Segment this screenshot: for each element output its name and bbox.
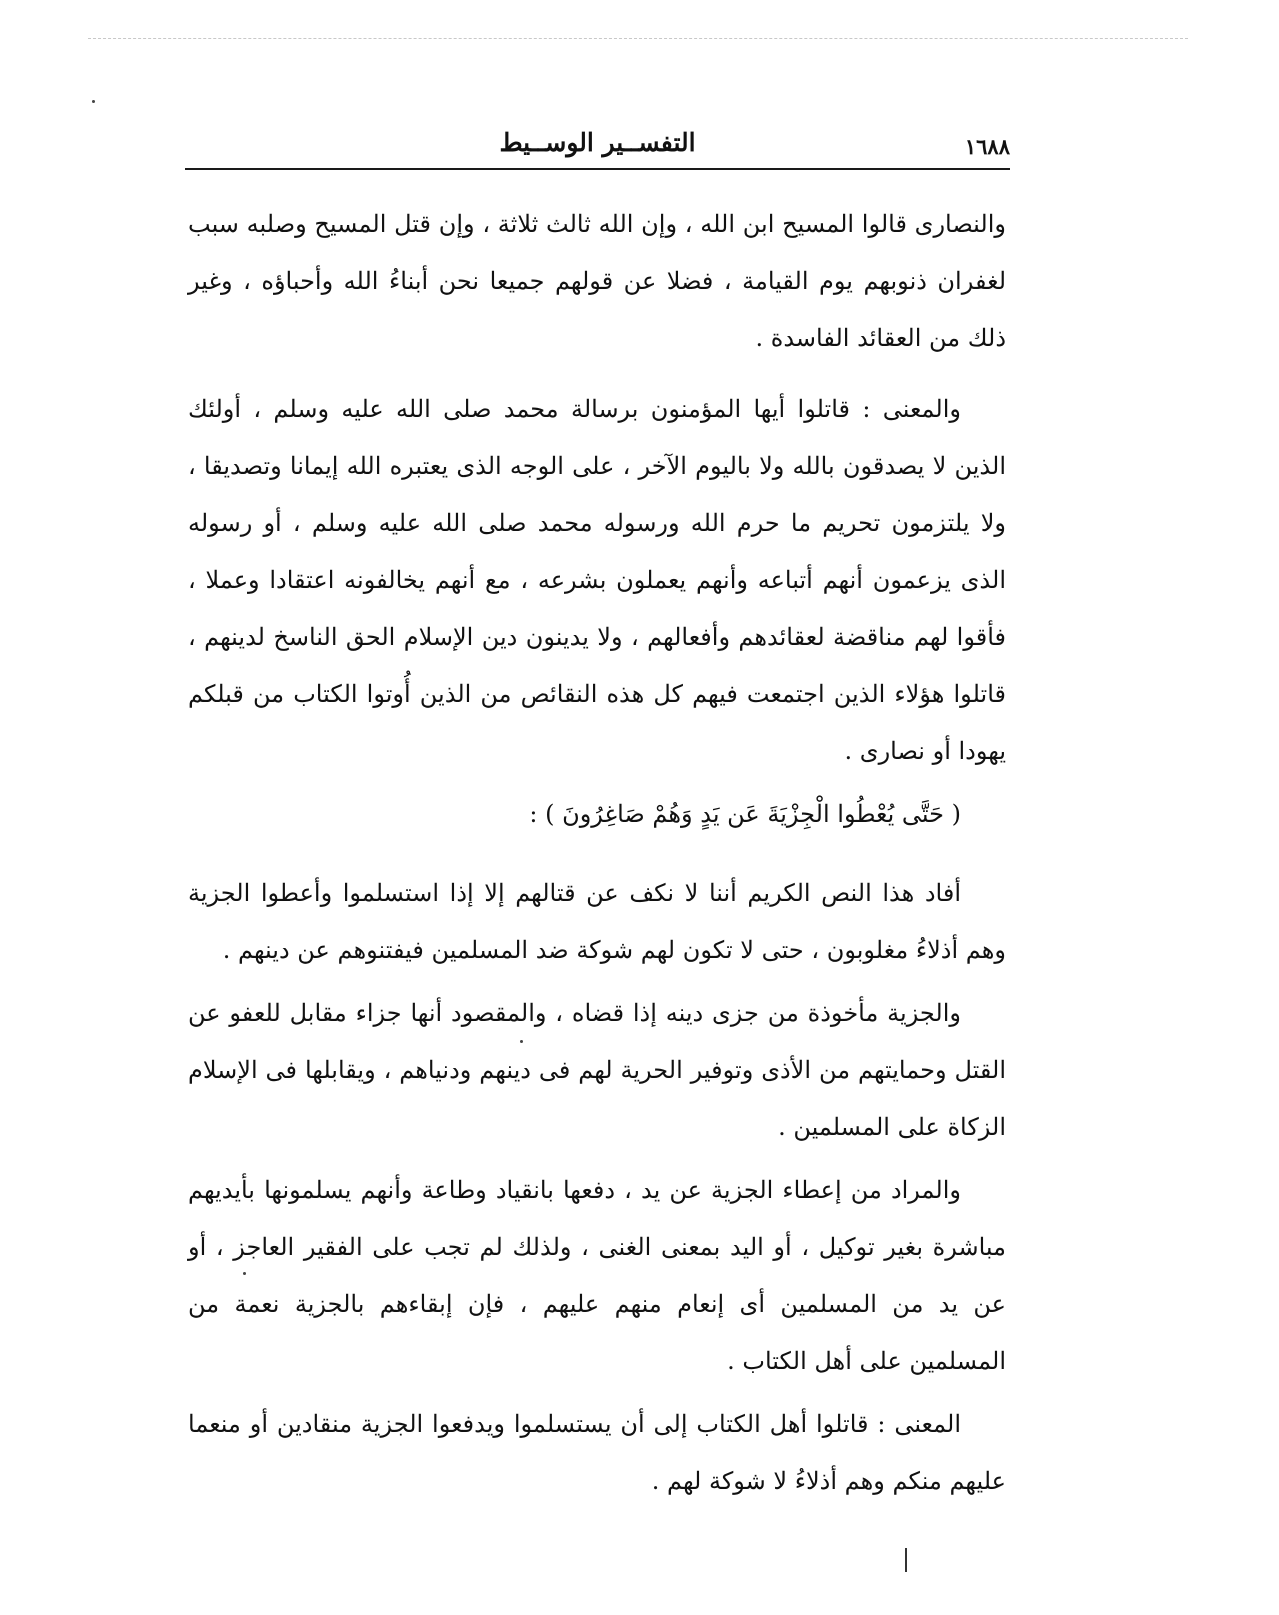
paragraph: والنصارى قالوا المسيح ابن الله ، وإن الله ثالث ثلاثة ، وإن قتل المسيح وصلبه سبب لغفران ذنوبهم يوم القيامة ، فضلا عن قولهم جميعا نحن أبناءُ الله وأحباؤه ، وغير ذلك من العقائد الفاسدة . bbox=[188, 210, 1006, 352]
body-text bbox=[188, 196, 1006, 1516]
scan-mark bbox=[905, 1548, 907, 1572]
paragraph: المعنى : قاتلوا أهل الكتاب إلى أن يستسلموا ويدفعوا الجزية منقادين أو منعما عليهم منكم وهم أذلاءُ لا شوكة لهم . bbox=[188, 1410, 1006, 1495]
paragraph: والمراد من إعطاء الجزية عن يد ، دفعها بانقياد وطاعة وأنهم يسلمونها بأيديهم مباشرة بغير توكيل ، أو اليد بمعنى الغنى ، ولذلك لم تجب على الفقير العاجز ، أو عن يد من المسلمين أى إنعام منهم عليهم ، فإن إبقاءهم بالجزية نعمة من المسلمين على أهل الكتاب . bbox=[188, 1176, 1006, 1375]
header-rule bbox=[185, 168, 1010, 170]
paragraph: أفاد هذا النص الكريم أننا لا نكف عن قتالهم إلا إذا استسلموا وأعطوا الجزية وهم أذلاءُ مغلوبون ، حتى لا تكون لهم شوكة ضد المسلمين فيفتنوهم عن دينهم . bbox=[188, 879, 1006, 964]
running-title: التفســير الوســيط bbox=[499, 128, 696, 157]
scan-speck bbox=[520, 1040, 523, 1043]
paragraph: والمعنى : قاتلوا أيها المؤمنون برسالة محمد صلى الله عليه وسلم ، أولئك الذين لا يصدقون بالله ولا باليوم الآخر ، على الوجه الذى يعتبره الله إيمانا وتصديقا ، ولا يلتزمون تحريم ما حرم الله ورسوله محمد صلى الله عليه وسلم ، أو رسوله الذى يزعمون أنهم أتباعه وأنهم يعملون بشرعه ، مع أنهم يخالفونه اعتقادا وعملا ، فأقوا لهم مناقضة لعقائدهم وأفعالهم ، ولا يدينون دين الإسلام الحق الناسخ لدينهم ، قاتلوا هؤلاء الذين اجتمعت فيهم كل هذه النقائص من الذين أُوتوا الكتاب من قبلكم يهودا أو نصارى . bbox=[188, 395, 1006, 765]
scan-speck bbox=[92, 100, 95, 103]
quran-verse: ( حَتَّى يُعْطُوا الْجِزْيَةَ عَن يَدٍ وَهُمْ صَاغِرُونَ ) : bbox=[529, 800, 961, 828]
scan-speck bbox=[243, 1272, 246, 1275]
page-number: ١٦٨٨ bbox=[964, 134, 1010, 159]
paragraph: والجزية مأخوذة من جزى دينه إذا قضاه ، والمقصود أنها جزاء مقابل للعفو عن القتل وحمايتهم من الأذى وتوفير الحرية لهم فى دينهم ودنياهم ، ويقابلها فى الإسلام الزكاة على المسلمين . bbox=[188, 999, 1006, 1141]
